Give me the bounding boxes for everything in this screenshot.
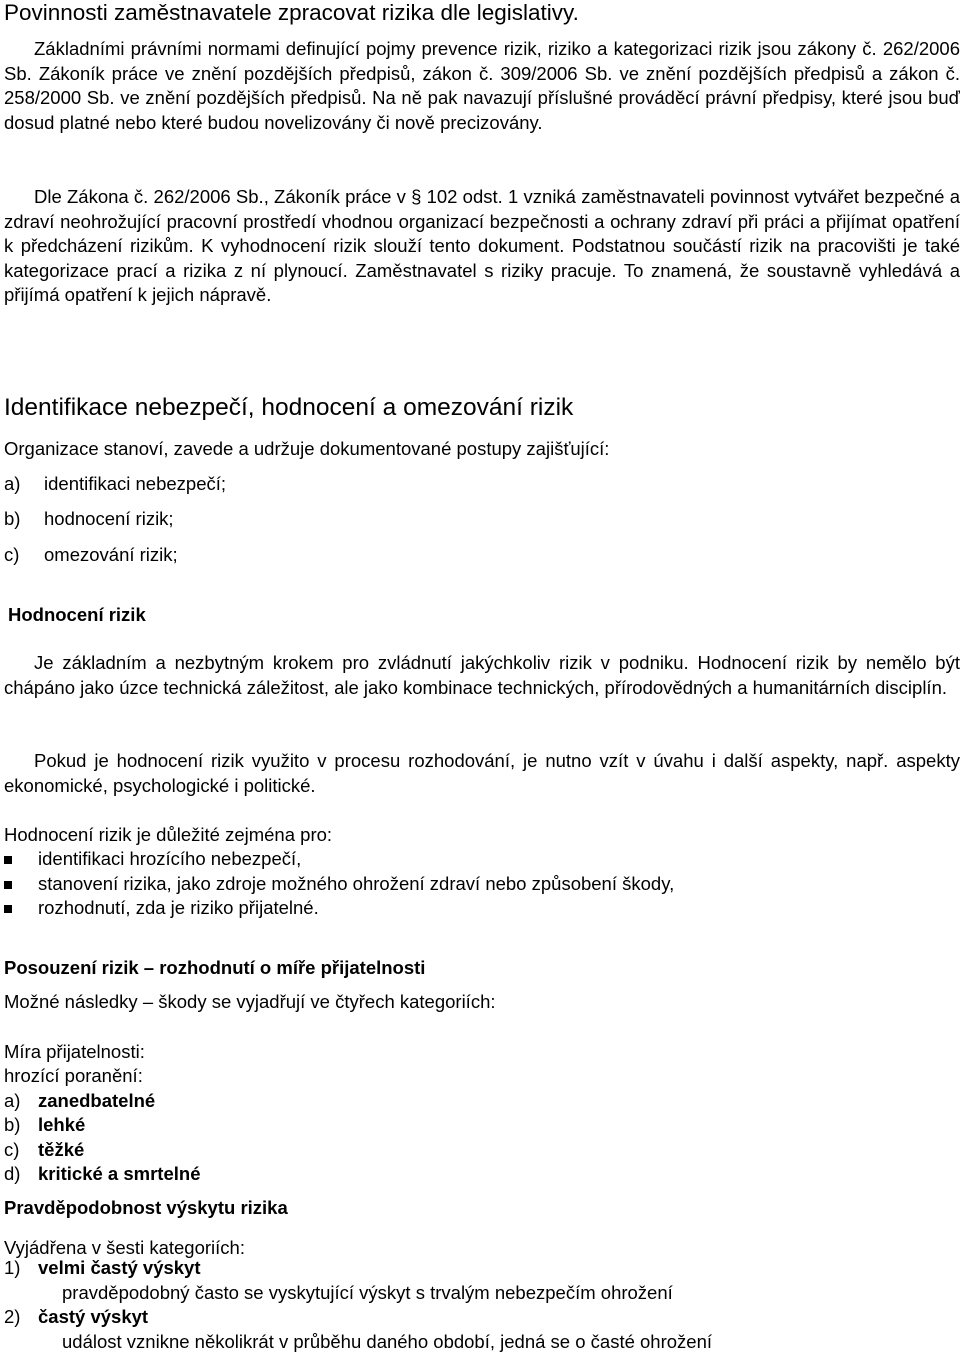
square-bullet-icon [4, 881, 12, 889]
section2-important-lead: Hodnocení rizik je důležité zejména pro: [4, 824, 333, 845]
list-item-label: a) [4, 473, 21, 494]
page-title: Povinnosti zaměstnavatele zpracovat rizika dle legislativy. [4, 0, 579, 25]
list-item-label: a) [4, 1090, 21, 1111]
section2-paragraph-1: Je základním a nezbytným krokem pro zvládnutí jakýchkoliv rizik v podniku. Hodnocení rizik by nemělo být chápáno jako úzce technická záležitost, ale jako kombinace technických, přírodovědných a humanitárních disciplín. [4, 652, 960, 698]
square-bullet-icon [4, 856, 12, 864]
list-item: lehké [38, 1114, 86, 1135]
list-item-label: c) [4, 544, 20, 565]
bullet-item: stanovení rizika, jako zdroje možného ohrožení zdraví nebo způsobení škody, [38, 873, 675, 894]
section-heading-identifikace: Identifikace nebezpečí, hodnocení a omezování rizik [4, 394, 574, 421]
intro-paragraph-1: Základními právními normami definující pojmy prevence rizik, riziko a kategorizaci rizik jsou zákony č. 262/2006 Sb. Zákoník práce ve znění pozdějších předpisů, zákon č. 309/2006 Sb. ve znění pozdějších předpisů a zákon č. 258/2000 Sb. ve znění pozdějších předpisů. Na ně pak navazují příslušné prováděcí právní předpisy, které jsou buď dosud platné nebo které budou novelizovány či nově precizovány. [4, 38, 960, 133]
square-bullet-icon [4, 905, 12, 913]
section2-paragraph-2: Pokud je hodnocení rizik využito v procesu rozhodování, je nutno vzít v úvahu i další aspekty, např. aspekty ekonomické, psychologické i politické. [4, 750, 960, 796]
bullet-item: identifikaci hrozícího nebezpečí, [38, 848, 302, 869]
section-heading-pravdepodobnost: Pravděpodobnost výskytu rizika [4, 1197, 288, 1218]
section-heading-posouzeni: Posouzení rizik – rozhodnutí o míře přijatelnosti [4, 957, 426, 978]
list-item: identifikaci nebezpečí; [44, 473, 227, 494]
list-item-label: 2) [4, 1306, 21, 1327]
list-item-label: c) [4, 1139, 20, 1160]
list-item-description: událost vznikne několikrát v průběhu daného období, jedná se o časté ohrožení [62, 1331, 713, 1352]
list-item: kritické a smrtelné [38, 1163, 201, 1184]
list-item-label: b) [4, 508, 21, 529]
list-item: hodnocení rizik; [44, 508, 174, 529]
section4-lead: Vyjádřena v šesti kategoriích: [4, 1237, 245, 1258]
section1-lead: Organizace stanoví, zavede a udržuje dokumentované postupy zajišťující: [4, 438, 610, 459]
list-item: častý výskyt [38, 1306, 149, 1327]
list-item: velmi častý výskyt [38, 1257, 201, 1278]
list-item: zanedbatelné [38, 1090, 156, 1111]
list-item-label: d) [4, 1163, 21, 1184]
section3-mira-label: Míra přijatelnosti: [4, 1041, 145, 1062]
list-item: těžké [38, 1139, 85, 1160]
list-item-description: pravděpodobný často se vyskytující výskyt s trvalým nebezpečím ohrožení [62, 1282, 673, 1303]
section-heading-hodnoceni: Hodnocení rizik [8, 604, 146, 625]
intro-paragraph-2: Dle Zákona č. 262/2006 Sb., Zákoník práce v § 102 odst. 1 vzniká zaměstnavateli povinnost vytvářet bezpečné a zdraví neohrožující pracovní prostředí vhodnou organizací bezpečnosti a ochrany zdraví při práci a přijímat opatření k předcházení rizikům. K vyhodnocení rizik slouží tento dokument. Podstatnou součástí rizik na pracovišti je také kategorizace prací a rizika z ní plynoucí. Zaměstnavatel s riziky pracuje. To znamená, že soustavně vyhledává a přijímá opatření k jejich nápravě. [4, 186, 960, 305]
list-item-label: 1) [4, 1257, 21, 1278]
list-item: omezování rizik; [44, 544, 178, 565]
section3-hrozici-label: hrozící poranění: [4, 1065, 143, 1086]
list-item-label: b) [4, 1114, 21, 1135]
section3-lead: Možné následky – škody se vyjadřují ve čtyřech kategoriích: [4, 991, 496, 1012]
bullet-item: rozhodnutí, zda je riziko přijatelné. [38, 897, 319, 918]
